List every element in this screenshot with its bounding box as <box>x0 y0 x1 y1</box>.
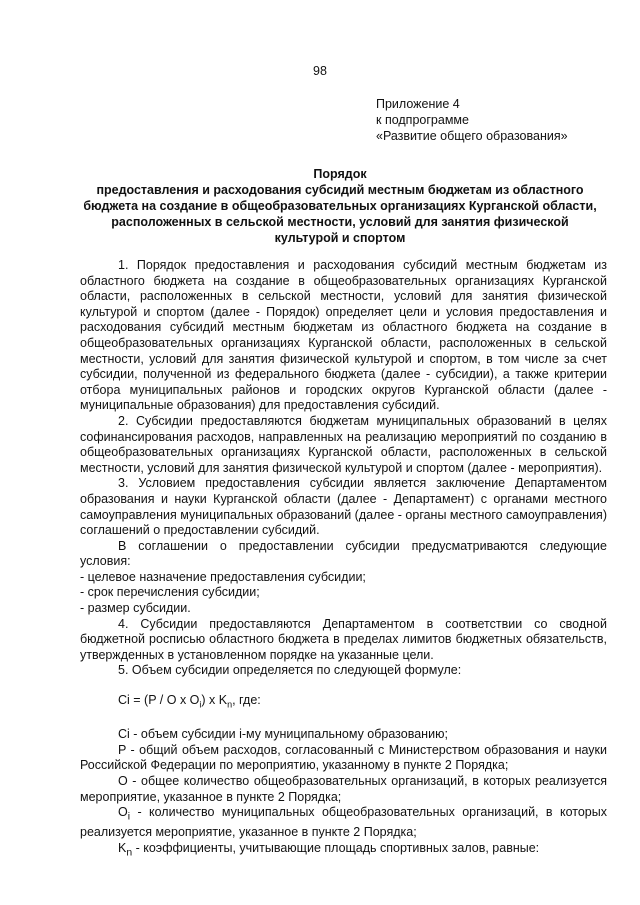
paragraph-3: 3. Условием предоставления субсидии является заключение Департаментом образования и науки Курганской области (далее - Департамент) с органами местного самоуправления муниципальных образований (далее - органы местного самоуправления) соглашений о предоставлении субсидий. <box>80 476 607 538</box>
formula-subscript: n <box>227 699 233 710</box>
document-title <box>80 166 600 246</box>
definition-p: P - общий объем расходов, согласованный с Министерством образования и науки Российской Федерации по мероприятию, указанному в пункте 2 Порядка; <box>80 742 607 773</box>
list-item: - целевое назначение предоставления субсидии; <box>80 569 366 584</box>
appendix-reference <box>376 96 568 144</box>
paragraph-2: 2. Субсидии предоставляются бюджетам муниципальных образований в целях софинансирования расходов, направленных на реализацию мероприятий по созданию в общеобразовательных организациях Курганской области, расположенных в сельской местности, условий для занятия физической культурой и спортом (далее - мероприятия). <box>80 413 607 475</box>
appendix-line-1: Приложение 4 <box>376 97 460 111</box>
formula-part: , где: <box>232 693 261 708</box>
title-subtitle: предоставления и расходования субсидий местным бюджетам из областного бюджета на создание в общеобразовательных организациях Курганской области, расположенных в сельской местности, условий для занятия физической культурой и спортом <box>83 183 597 245</box>
paragraph-5: 5. Объем субсидии определяется по следующей формуле: <box>118 663 462 678</box>
appendix-line-3: «Развитие общего образования» <box>376 129 568 143</box>
definition-oi <box>80 805 607 841</box>
title-heading: Порядок <box>313 167 367 181</box>
formula-part: ) x K <box>201 693 228 708</box>
definition-text: - количество муниципальных общеобразовательных организаций, в которых реализуется мероприятие, указанное в пункте 2 Порядка; <box>80 805 607 840</box>
definition-kn <box>80 841 607 861</box>
paragraph-conditions: В соглашении о предоставлении субсидии предусматриваются следующие условия: <box>80 538 607 569</box>
definition-ci: Ci - объем субсидии i-му муниципальному образованию; <box>118 727 448 742</box>
symbol-subscript: n <box>126 847 133 859</box>
paragraph-4: 4. Субсидии предоставляются Департаментом в соответствии со сводной бюджетной росписью областного бюджета в пределах лимитов бюджетных обязательств, утвержденных в установленном порядке на указанные цели. <box>80 616 607 662</box>
formula-part: Ci = (P / O x O <box>118 693 200 708</box>
definition-text: - коэффициенты, учитывающие площадь спортивных залов, равные: <box>132 840 540 855</box>
list-item: - размер субсидии. <box>80 601 191 616</box>
list-item: - срок перечисления субсидии; <box>80 585 260 600</box>
symbol-subscript: i <box>127 811 131 823</box>
paragraph-1: 1. Порядок предоставления и расходования субсидий местным бюджетам из областного бюджета на создание в общеобразовательных организациях Курганской области, расположенных в сельской местности, условий для занятия физической культурой и спортом (далее - Порядок) определяет цели и условия предоставления и расходования субсидий местным бюджетам из областного бюджета на создание в общеобразовательных организациях Курганской области, расположенных в сельской местности, условий для занятия физической культурой и спортом, в том числе за счет субсидии, полученной из федерального бюджета (далее - субсидии), а также критерии отбора муниципальных районов и городских округов Курганской области (далее - муниципальные образования) для предоставления субсидий. <box>80 258 607 413</box>
symbol: K <box>118 840 127 855</box>
symbol: O <box>118 805 128 820</box>
document-body <box>80 258 607 861</box>
subsidy-formula <box>80 693 607 713</box>
page-number: 98 <box>313 64 327 78</box>
appendix-line-2: к подпрограмме <box>376 113 469 127</box>
definition-o: O - общее количество общеобразовательных организаций, в которых реализуется мероприятие, указанное в пункте 2 Порядка; <box>80 773 607 804</box>
formula-subscript: i <box>199 699 202 710</box>
